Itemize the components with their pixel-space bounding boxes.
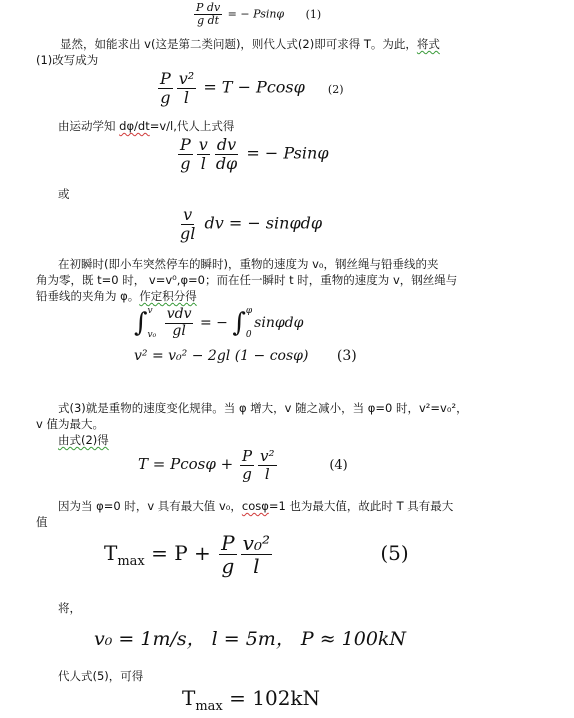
eq5-frac-den: gl [172, 322, 186, 339]
p2-post: =v/l,代人上式得 [149, 119, 235, 133]
eq5-line2: v² = v₀² − 2gl (1 − cosφ) [134, 348, 309, 364]
paragraph-4 [36, 256, 457, 304]
eq3-rhs: = − Psinφ [246, 143, 329, 163]
p4-line3b: 作定积分得 [139, 289, 197, 303]
p2-highlight: dφ/dt [119, 119, 150, 133]
eq7-sub: max [117, 554, 145, 569]
int2-lower: 0 [245, 330, 252, 340]
eq4-rhs: dv = − sinφdφ [204, 213, 323, 233]
eq2-den2: l [183, 87, 190, 107]
eq7-den1: g [221, 554, 235, 578]
paragraph-2 [58, 118, 234, 134]
int1-upper: v [147, 306, 153, 316]
eq7-mid: = P + [151, 541, 211, 565]
integral-sign-1: ∫ [134, 308, 148, 338]
p1-line2: (1)改写成为 [36, 53, 99, 67]
eq5-frac-num: vdv [166, 306, 192, 323]
eq6-num1: P [241, 447, 253, 465]
equation-values: v₀ = 1m/s， l = 5m， P ≈ 100kN [94, 628, 407, 650]
equation-3-line2 [134, 348, 357, 364]
eq6-den1: g [242, 464, 252, 483]
p1-line1: 显然，如能求出 v(这是第二类问题)，则代人式(2)即可求得 T。为此， [60, 37, 417, 51]
eq3-num1: P [180, 135, 191, 154]
p6-line1a: 因为当 φ=0 时，v 具有最大值 v₀， [58, 499, 242, 513]
int2-upper: φ [245, 306, 253, 316]
p5-line1: 式(3)就是重物的速度变化规律。当 φ 增大，v 随之减小，当 φ=0 时，v²=v₀²， [58, 401, 468, 415]
p2-pre: 由运动学知 [58, 119, 120, 133]
p6-line2: 值 [36, 515, 48, 529]
eq2-number: (2) [327, 82, 344, 96]
eq3-number: (3) [336, 348, 357, 364]
eq3-num3: dv [216, 135, 237, 154]
eq4-number: (4) [329, 458, 348, 473]
eq5-mid: = − [199, 315, 228, 331]
equation-result [182, 686, 320, 714]
paragraph-or: 或 [58, 187, 70, 201]
eq3-num2: v [198, 135, 208, 154]
paragraph-6 [36, 498, 453, 530]
eq7-den2: l [253, 554, 260, 578]
eq5-tail: sinφdφ [254, 315, 304, 331]
equation-3 [176, 136, 329, 172]
eq4-num: v [183, 205, 193, 224]
paragraph-8: 代人式(5)，可得 [58, 669, 144, 683]
equation-T [138, 448, 348, 482]
eq7-num2: v₀² [242, 531, 270, 555]
eq9-lhs: T [182, 686, 196, 710]
p4-line2: 角为零，既 t=0 时， v=v⁰,φ=0；而在任一瞬时 t 时，重物的速度为 v，钢丝绳与 [36, 273, 458, 287]
eq2-rhs: = T − Pcosφ [203, 77, 305, 97]
eq2-num2: v² [178, 69, 195, 88]
eq1-num: P dv [196, 1, 221, 14]
eq1-den: g dt [197, 14, 220, 28]
equation-4 [176, 206, 322, 242]
eq1-number: (1) [305, 7, 322, 21]
p1-line1-underlined: 将式 [416, 37, 440, 51]
eq1-rhs: = − Psinφ [227, 7, 285, 21]
equation-2 [156, 70, 344, 106]
p5-line2: v 值为最大。 [36, 417, 104, 431]
integral-sign-2: ∫ [232, 308, 246, 338]
eq3-den3: dφ [215, 153, 238, 173]
eq2-num1: P [160, 69, 171, 88]
eq3-den1: g [180, 153, 191, 173]
eq2-den1: g [160, 87, 171, 107]
int1-lower: v₀ [147, 330, 157, 340]
p6-highlight: cosφ [241, 499, 269, 513]
eq7-num1: P [221, 531, 235, 555]
p5-line3: 由式(2)得 [58, 433, 109, 447]
p4-line3a: 铅垂线的夹角为 φ。 [36, 289, 140, 303]
paragraph-5 [36, 400, 468, 448]
p4-line1: 在初瞬时(即小车突然停车的瞬时)，重物的速度为 v₀，钢丝绳与铅垂线的夹 [58, 257, 439, 271]
eq3-den2: l [200, 153, 206, 173]
eq9-sub: max [195, 699, 223, 714]
p6-line1b: =1 也为最大值，故此时 T 具有最大 [268, 499, 454, 513]
paragraph-7: 将， [58, 601, 81, 615]
eq6-num2: v² [260, 447, 275, 465]
eq4-den: gl [180, 223, 196, 243]
eq6-lhs: T = Pcosφ + [138, 455, 234, 473]
equation-integral [134, 306, 303, 340]
eq7-lhs: T [104, 541, 118, 565]
eq9-rhs: = 102kN [229, 686, 321, 710]
eq5-number: (5) [380, 541, 409, 565]
equation-1 [192, 2, 321, 27]
equation-Tmax [104, 532, 409, 577]
paragraph-1 [36, 36, 440, 68]
eq6-den2: l [264, 464, 270, 483]
